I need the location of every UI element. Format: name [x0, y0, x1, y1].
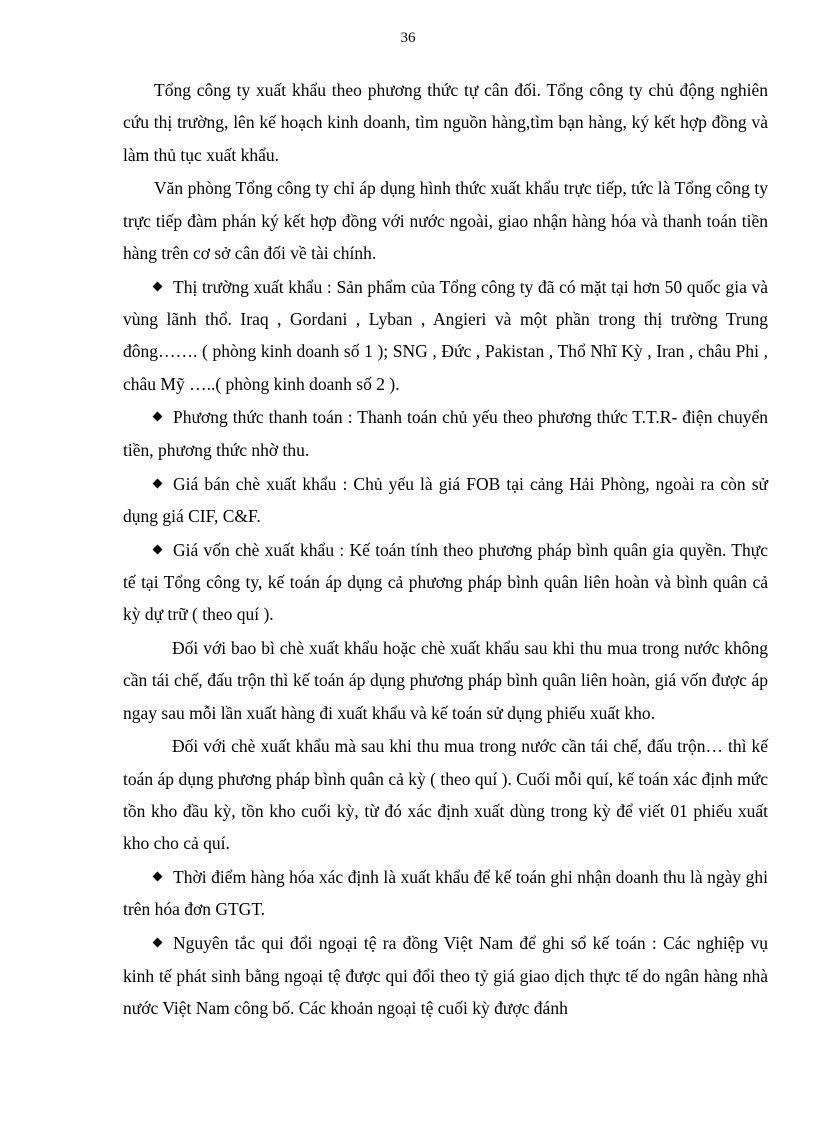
- diamond-bullet-icon: [153, 872, 163, 882]
- paragraph-packaging: Đối với bao bì chè xuất khẩu hoặc chè xuất khẩu sau khi thu mua trong nước không cần tái chế, đấu trộn thì kế toán áp dụng phương pháp bình quân liên hoàn, giá vốn được áp ngay sau mỗi lần xuất hàng đi xuất khẩu và kế toán sử dụng phiếu xuất kho.: [123, 638, 768, 723]
- diamond-bullet-icon: [153, 938, 163, 948]
- bullet-text: Nguyên tắc qui đổi ngoại tệ ra đồng Việt Nam để ghi sổ kế toán : Các nghiệp vụ kinh tế phát sinh bằng ngoại tệ được qui đổi theo tỷ giá giao dịch thực tế do ngân hàng nhà nước Việt Nam công bố. Các khoản ngoại tệ cuối kỳ được đánh: [123, 933, 768, 1018]
- page-number: 36: [400, 30, 416, 46]
- diamond-bullet-icon: [153, 478, 163, 488]
- bullet-payment-method: [123, 401, 768, 466]
- bullet-text: Thị trường xuất khẩu : Sản phẩm của Tổng công ty đã có mặt tại hơn 50 quốc gia và vùng lãnh thổ. Iraq , Gordani , Lyban , Angieri và một phần trong thị trường Trung đông……. ( phòng kinh doanh số 1 ); SNG , Đức , Pakistan , Thổ Nhĩ Kỳ , Iran , châu Phi , châu Mỹ …..( phòng kinh doanh số 2 ).: [123, 276, 768, 394]
- bullet-export-markets: [123, 271, 768, 400]
- diamond-bullet-icon: [153, 281, 163, 291]
- bullet-text: Thời điểm hàng hóa xác định là xuất khẩu để kế toán ghi nhận doanh thu là ngày ghi trên hóa đơn GTGT.: [123, 867, 768, 920]
- bullet-text: Giá vốn chè xuất khẩu : Kế toán tính theo phương pháp bình quân gia quyền. Thực tế tại Tổng công ty, kế toán áp dụng cả phương pháp bình quân liên hoàn và bình quân cả kỳ dự trữ ( theo quí ).: [123, 539, 768, 625]
- document-body: [123, 74, 768, 1026]
- diamond-bullet-icon: [153, 412, 163, 422]
- bullet-text: Phương thức thanh toán : Thanh toán chủ yếu theo phương thức T.T.R- điện chuyển tiền, phương thức nhờ thu.: [123, 407, 768, 460]
- bullet-selling-price: [123, 468, 768, 533]
- bullet-text: Giá bán chè xuất khẩu : Chủ yếu là giá FOB tại cảng Hải Phòng, ngoài ra còn sử dụng giá CIF, C&F.: [123, 473, 768, 526]
- bullet-revenue-recognition: [123, 861, 768, 926]
- bullet-currency-conversion: [123, 927, 768, 1024]
- paragraph-reprocessing: Đối với chè xuất khẩu mà sau khi thu mua trong nước cần tái chế, đấu trộn… thì kế toán áp dụng phương pháp bình quân cả kỳ ( theo quí ). Cuối mỗi quí, kế toán xác định mức tồn kho đầu kỳ, tồn kho cuối kỳ, từ đó xác định xuất dùng trong kỳ để viết 01 phiếu xuất kho cho cả quí.: [123, 736, 768, 854]
- diamond-bullet-icon: [153, 544, 163, 554]
- bullet-cost-price: [123, 534, 768, 631]
- paragraph-direct-export: Văn phòng Tổng công ty chỉ áp dụng hình thức xuất khẩu trực tiếp, tức là Tổng công ty trực tiếp đàm phán ký kết hợp đồng với nước ngoài, giao nhận hàng hóa và thanh toán tiền hàng trên cơ sở cân đối về tài chính.: [123, 178, 768, 263]
- paragraph-export-method: Tổng công ty xuất khẩu theo phương thức tự cân đối. Tổng công ty chủ động nghiên cứu thị trường, lên kế hoạch kinh doanh, tìm nguồn hàng,tìm bạn hàng, ký kết hợp đồng và làm thủ tục xuất khẩu.: [123, 80, 768, 165]
